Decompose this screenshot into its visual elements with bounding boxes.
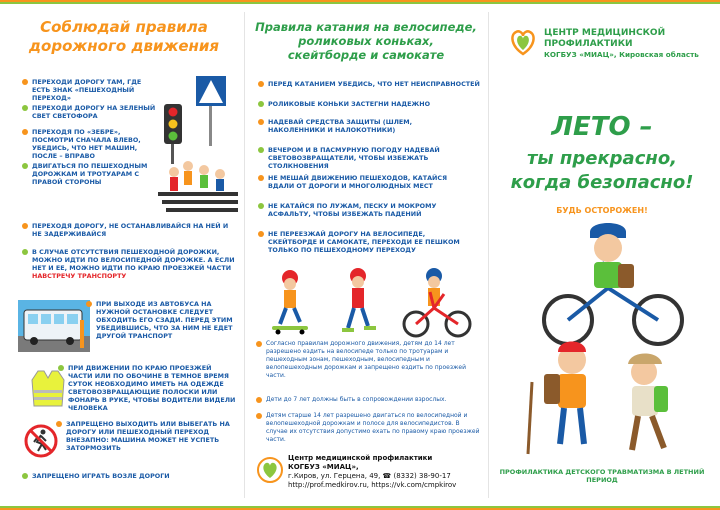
middle-rule-1: ПЕРЕД КАТАНИЕМ УБЕДИСЬ, ЧТО НЕТ НЕИСПРАВНОСТЕЙ: [268, 80, 480, 88]
contact-links[interactable]: http://prof.medkirov.ru, https://vk.com/cmpkirov: [288, 481, 457, 489]
logo-line1: ЦЕНТР МЕДИЦИНСКОЙ: [544, 28, 666, 38]
left-rule-7: ПРИ ВЫХОДЕ ИЗ АВТОБУСА НА НУЖНОЙ ОСТАНОВКЕ СЛЕДУЕТ ОБХОДИТЬ ЕГО СЗАДИ. ПЕРЕД ЭТИМ УБЕДИВШИСЬ, ЧТО ЗА НИМ НЕ ЕДЕТ ДРУГОЙ ТРАНСПОРТ: [96, 300, 238, 340]
headline-line3: когда безопасно!: [510, 172, 694, 193]
contact-org2: КОГБУЗ «МИАЦ»,: [288, 463, 359, 471]
crossing-illustration: [158, 74, 238, 214]
left-rule-6-highlight: НАВСТРЕЧУ ТРАНСПОРТУ: [32, 272, 127, 280]
middle-title-line1: Правила катания на велосипеде,: [255, 20, 477, 34]
middle-rule-4: ВЕЧЕРОМ И В ПАСМУРНУЮ ПОГОДУ НАДЕВАЙ СВЕТОВОЗВРАЩАТЕЛИ, ЧТОБЫ ИЗБЕЖАТЬ СТОЛКНОВЕНИЯ: [268, 146, 474, 170]
middle-note-2: Дети до 7 лет должны быть в сопровождении взрослых.: [266, 396, 480, 404]
left-title-line2: дорожного движения: [28, 37, 220, 55]
middle-note-1: Согласно правилам дорожного движения, детям до 14 лет разрешено ездить на велосипеде только по тротуарам и пешеходным зонам, пешеходным, велосипедным и велопешеходным дорожкам и запрещено ездить по проезжей части.: [266, 340, 480, 380]
left-rule-10: ЗАПРЕЩЕНО ИГРАТЬ ВОЗЛЕ ДОРОГИ: [32, 472, 238, 480]
middle-rule-2: РОЛИКОВЫЕ КОНЬКИ ЗАСТЕГНИ НАДЕЖНО: [268, 100, 480, 108]
middle-column: [248, 10, 484, 500]
left-rule-5: ПЕРЕХОДЯ ДОРОГУ, НЕ ОСТАНАВЛИВАЙСЯ НА НЕЙ И НЕ ЗАДЕРЖИВАЙСЯ: [32, 222, 238, 238]
contact-address: г.Киров, ул. Герцена, 49, ☎ (8332) 38-90-17: [288, 472, 451, 480]
left-column: [8, 10, 240, 500]
left-rule-6: В СЛУЧАЕ ОТСУТСТВИЯ ПЕШЕХОДНОЙ ДОРОЖКИ, МОЖНО ИДТИ ПО ВЕЛОСИПЕДНОЙ ДОРОЖКЕ. А ЕСЛИ НЕТ И ЕЕ, МОЖНО ИДТИ ПО КРАЮ ПРОЕЗЖЕЙ ЧАСТИ НАВСТРЕЧУ ТРАНСПОРТУ: [32, 248, 238, 280]
vest-illustration: [28, 368, 68, 408]
left-rule-1: ПЕРЕХОДИ ДОРОГУ ТАМ, ГДЕ ЕСТЬ ЗНАК «ПЕШЕХОДНЫЙ ПЕРЕХОД»: [32, 78, 160, 102]
logo-line2: ПРОФИЛАКТИКИ: [544, 39, 633, 49]
left-rule-9: ЗАПРЕЩЕНО ВЫХОДИТЬ ИЛИ ВЫБЕГАТЬ НА ДОРОГУ ИЛИ ПЕШЕХОДНЫЙ ПЕРЕХОД ВНЕЗАПНО: МАШИНА МОЖЕТ НЕ УСПЕТЬ ЗАТОРМОЗИТЬ: [66, 420, 238, 452]
headline-line2: ты прекрасно,: [526, 148, 678, 169]
middle-rule-5: НЕ МЕШАЙ ДВИЖЕНИЮ ПЕШЕХОДОВ, КАТАЙСЯ ВДАЛИ ОТ ДОРОГИ И МНОГОЛЮДНЫХ МЕСТ: [268, 174, 474, 190]
logo-line3: КОГБУЗ «МИАЦ», Кировская область: [544, 50, 699, 59]
middle-title-line3: скейтборде и самокате: [287, 48, 445, 62]
footer-slogan: ПРОФИЛАКТИКА ДЕТСКОГО ТРАВМАТИЗМА В ЛЕТНИЙ ПЕРИОД: [499, 468, 705, 484]
contact-block: [288, 454, 484, 490]
left-rule-2: ПЕРЕХОДИ ДОРОГУ НА ЗЕЛЕНЫЙ СВЕТ СВЕТОФОРА: [32, 104, 160, 120]
kids-hiking-illustration: [508, 222, 704, 458]
subhead-be-careful: БУДЬ ОСТОРОЖЕН!: [556, 206, 648, 215]
contact-org1: Центр медицинской профилактики: [288, 454, 433, 462]
top-stripe: [0, 0, 720, 4]
middle-note-3: Детям старше 14 лет разрешено двигаться по велосипедной и велопешеходной дорожкам и полосе для велосипедистов. В случае их отсутствия допустимо ехать по правому краю проезжей части.: [266, 412, 480, 444]
logo-block: [544, 28, 710, 59]
right-column: [492, 10, 712, 500]
middle-title: [248, 20, 484, 62]
left-rule-4: ДВИГАТЬСЯ ПО ПЕШЕХОДНЫМ ДОРОЖКАМ И ТРОТУАРАМ С ПРАВОЙ СТОРОНЫ: [32, 162, 160, 186]
middle-rule-6: НЕ КАТАЙСЯ ПО ЛУЖАМ, ПЕСКУ И МОКРОМУ АСФАЛЬТУ, ЧТОБЫ ИЗБЕЖАТЬ ПАДЕНИЙ: [268, 202, 474, 218]
no-running-sign-icon: [24, 424, 58, 458]
bus-illustration: [18, 300, 90, 352]
middle-title-line2: роликовых коньках,: [298, 34, 434, 48]
kids-skating-illustration: [258, 264, 482, 340]
cmp-logo-icon: [506, 24, 540, 58]
left-title-line1: Соблюдай правила: [40, 18, 208, 36]
left-rule-3: ПЕРЕХОДЯ ПО «ЗЕБРЕ», ПОСМОТРИ СНАЧАЛА ВЛЕВО, УБЕДИСЬ, ЧТО НЕТ МАШИН, ПОСЛЕ – ВПРАВО: [32, 128, 160, 160]
middle-rule-3: НАДЕВАЙ СРЕДСТВА ЗАЩИТЫ (ШЛЕМ, НАКОЛЕННИКИ И НАЛОКОТНИКИ): [268, 118, 468, 134]
cmp-logo-small-icon: [256, 456, 284, 484]
middle-rule-7: НЕ ПЕРЕЕЗЖАЙ ДОРОГУ НА ВЕЛОСИПЕДЕ, СКЕЙТБОРДЕ И САМОКАТЕ, ПЕРЕХОДИ ЕЕ ПЕШКОМ ТОЛЬКО ПО ПЕШЕХОДНОМУ ПЕРЕХОДУ: [268, 230, 474, 254]
column-divider-1: [244, 12, 245, 498]
left-rule-8: ПРИ ДВИЖЕНИИ ПО КРАЮ ПРОЕЗЖЕЙ ЧАСТИ ИЛИ ПО ОБОЧИНЕ В ТЕМНОЕ ВРЕМЯ СУТОК НЕОБХОДИМО ИМЕТЬ НА ОДЕЖДЕ СВЕТОВОЗВРАЩАЮЩИЕ ПОЛОСКИ ИЛИ ФОНАРЬ В РУКЕ, ЧТОБЫ ВОДИТЕЛИ ВИДЕЛИ ЧЕЛОВЕКА: [68, 364, 238, 412]
left-title: [8, 18, 240, 56]
headline-summer: ЛЕТО –: [551, 112, 653, 142]
bottom-stripe: [0, 506, 720, 510]
column-divider-2: [488, 12, 489, 498]
